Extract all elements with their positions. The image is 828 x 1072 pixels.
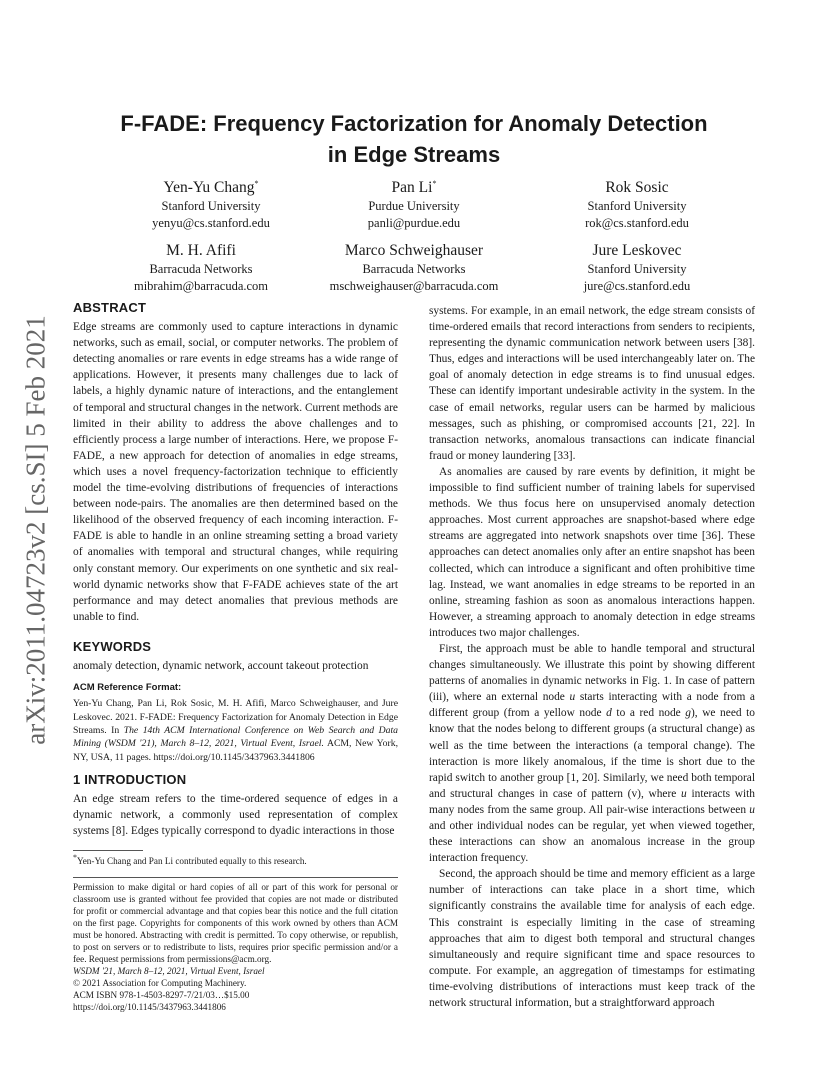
author-email[interactable]: mibrahim@barracuda.com (133, 279, 269, 293)
abstract-text: Edge streams are commonly used to capture interactions in dynamic networks, such as email, social, or computer networks. The problem of detecting anomalies or rare events in edge streams has a wide range of applications. However, it presents many challenges due to lack of labels, a highly dynamic nature of interactions, and the entanglement of temporal and structural changes in the network. Current methods are limited in their ability to address the above challenges and to efficiently process a large number of interactions. Here, we propose F-FADE, a new approach for detection of anomalies in edge streams, which uses a novel frequency-factorization technique to efficiently model the time-evolving distributions of frequencies of interactions between node-pairs. The anomalies are then determined based on the likelihood of the observed frequency of each incoming interaction. F-FADE is able to handle in an online streaming setting a broad variety of anomalies with temporal and structural changes, while requiring only constant memory. Our experiments on one synthetic and six real-world dynamic networks show that F-FADE achieves state of the art performance and may detect anomalies that previous methods are unable to find. (73, 321, 398, 623)
permission-rule (73, 877, 398, 878)
author-name: Pan Li* (391, 178, 437, 196)
author-footnote: *Yen-Yu Chang and Pan Li contributed equally to this research. (73, 852, 307, 866)
arxiv-sidebar-stamp (18, 305, 54, 755)
author-block (294, 178, 534, 232)
paper-title (70, 108, 758, 170)
abstract-heading: ABSTRACT (73, 300, 147, 315)
permission-doi[interactable]: https://doi.org/10.1145/3437963.3441806 (73, 1001, 226, 1012)
permission-block (73, 881, 398, 1013)
intro-paragraph-4: Second, the approach should be time and memory efficient as a large number of interactions can take place in a short time, which significantly constrains the available time for analysis of each edge. This constraint is especially limiting in the case of streaming approaches that aim to digest both temporal and structural changes simultaneously and require significant time and space resources to compute. For example, an aggregation of timestamps for estimating time-evolving distributions of interactions must keep track of the network structural information, but a straightforward approach (429, 868, 755, 1010)
intro-paragraph-1: systems. For example, in an email network, the edge stream consists of time-ordered emails that record interactions from senders to recipients, representing the dynamic communication network between users [38]. Thus, edges and interactions will be used interchangeably later on. The goal of anomaly detection in edge streams is to find unusual edges. These can identify important undesirable activity in the system. In the case of email networks, regular users can be harmed by malicious messages, such as phishing, or compromised accounts [21, 22]. In transaction networks, anomalous transactions can indicate financial fraud or money laundering [33]. (429, 305, 755, 462)
author-affiliation: Barracuda Networks (149, 262, 253, 276)
intro-paragraph-2: As anomalies are caused by rare events by definition, it might be impossible to find sufficient number of training labels for supervised methods. We thus focus here on unsupervised anomaly detection approaches. Most current approaches are snapshot-based where edge streams are aggregated into network snapshots over time [36]. These approaches can detect anomalies only after an entire snapshot has been collected, which can introduce a significant and often prohibitive time lag. Instead, we want anomalies in edge streams to be reported in an online, streaming fashion as soon as anomalous interactions happen. However, a streaming approach to anomaly detection in edge streams introduces two major challenges. (429, 465, 755, 639)
author-email[interactable]: mschweighauser@barracuda.com (329, 279, 499, 293)
author-email[interactable]: jure@cs.stanford.edu (583, 279, 691, 293)
introduction-text-left: An edge stream refers to the time-ordered sequence of edges in a dynamic network, a commonly used representation of complex systems [8]. Edges typically correspond to dyadic interactions in those (73, 793, 398, 838)
keywords-text: anomaly detection, dynamic network, account takeout protection (73, 659, 369, 672)
acm-reference-text: Yen-Yu Chang, Pan Li, Rok Sosic, M. H. Afifi, Marco Schweighauser, and Jure Leskovec. 2021. F-FADE: Frequency Factorization for Anomaly Detection in Edge Streams. In The 14th ACM International Conference on Web Search and Data Mining (WSDM '21), March 8–12, 2021, Virtual Event, Israel. ACM, New York, NY, USA, 11 pages. https://doi.org/10.1145/3437963.3441806 (73, 698, 399, 763)
arxiv-id-text: arXiv:2011.04723v2 [cs.SI] 5 Feb 2021 (20, 315, 51, 745)
intro-paragraph-3: First, the approach must be able to handle temporal and structural changes simultaneously. We illustrate this point by showing different patterns of anomalies in dynamic networks in Fig. 1. In case of pattern (iii), where an external node u starts interacting with a node from a different group (from a yellow node d to a red node g), we need to know that the nodes belong to different groups (a structural change) as well as the time between the interactions (a temporal change). The interaction is more likely anomalous, if the time is short due to the rapid switch to another group [1, 20]. Similarly, we need both temporal and structural changes in case of pattern (v), where u interacts with many nodes from the same group. All pair-wise interactions between u and other individual nodes can be regular, yet when viewed together, these interactions can show an anomalous increase in the group interaction frequency. (429, 642, 755, 865)
permission-isbn: ACM ISBN 978-1-4503-8297-7/21/03…$15.00 (73, 989, 250, 1000)
permission-text: Permission to make digital or hard copies of all or part of this work for personal or classroom use is granted without fee provided that copies are not made or distributed for profit or commercial advantage and that copies bear this notice and the full citation on the first page. Copyrights for components of this work owned by others than ACM must be honored. Abstracting with credit is permitted. To copy otherwise, or republish, to post on servers or to redistribute to lists, requires prior specific permission and/or a fee. Request permissions from permissions@acm.org. (73, 881, 398, 964)
acm-reference-venue: The 14th ACM International Conference on Web Search and Data Mining (WSDM '21), March 8–12, 2021, Virtual Event, Israel. (73, 724, 399, 750)
author-name: M. H. Afifi (166, 242, 236, 259)
author-block (517, 241, 757, 295)
author-block (517, 178, 757, 232)
author-block (81, 241, 321, 295)
introduction-heading: 1 INTRODUCTION (73, 772, 187, 788)
title-line-1: F-FADE: Frequency Factorization for Anomaly Detection (120, 111, 708, 136)
author-email[interactable]: yenyu@cs.stanford.edu (152, 216, 270, 230)
author-affiliation: Stanford University (587, 199, 687, 213)
author-affiliation: Barracuda Networks (362, 262, 466, 276)
author-name: Rok Sosic (605, 179, 669, 196)
footnote-rule (73, 850, 143, 851)
keywords-heading: KEYWORDS (73, 638, 152, 654)
author-name: Marco Schweighauser (344, 242, 484, 259)
permission-venue: WSDM '21, March 8–12, 2021, Virtual Event, Israel (73, 965, 265, 976)
author-affiliation: Stanford University (161, 199, 261, 213)
left-column (73, 300, 398, 1013)
author-affiliation: Purdue University (368, 199, 460, 213)
author-name: Yen-Yu Chang* (163, 178, 259, 196)
title-line-2: in Edge Streams (327, 142, 501, 167)
permission-copyright: © 2021 Association for Computing Machinery. (73, 977, 247, 988)
author-email[interactable]: rok@cs.stanford.edu (585, 216, 689, 230)
author-name: Jure Leskovec (592, 242, 682, 259)
author-block (294, 241, 534, 295)
author-affiliation: Stanford University (587, 262, 687, 276)
right-column (429, 303, 755, 1011)
acm-reference-heading: ACM Reference Format: (73, 682, 182, 694)
author-email[interactable]: panli@purdue.edu (367, 216, 461, 230)
